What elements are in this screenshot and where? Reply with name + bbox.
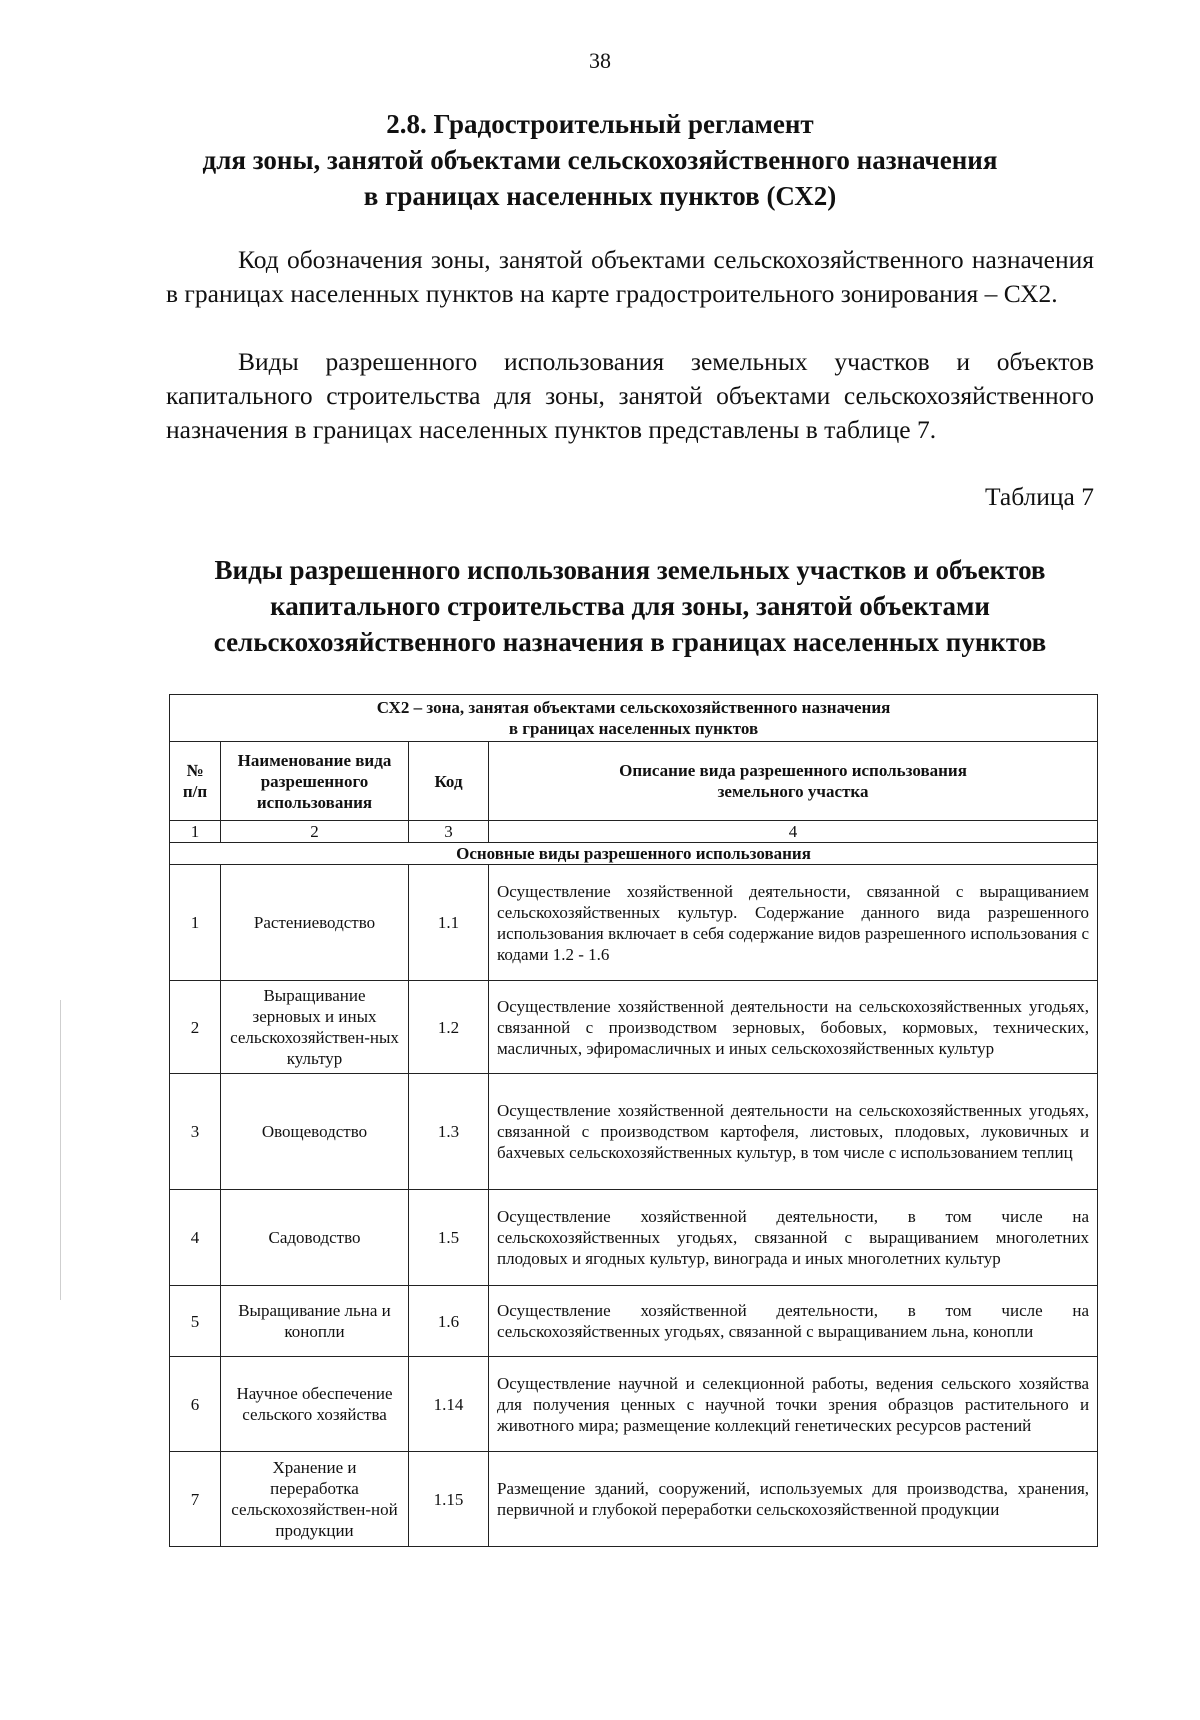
row-code: 1.2 xyxy=(409,981,489,1074)
zone-header-cell xyxy=(170,695,1098,742)
column-number: 1 xyxy=(170,821,221,843)
row-description: Осуществление хозяйственной деятельности на сельскохозяйственных угодьях, связанной с производством картофеля, листовых, плодовых, луковичных и бахчевых сельскохозяйственных культур, в том числе с использованием теплиц xyxy=(489,1074,1098,1190)
paragraph-zone-code: Код обозначения зоны, занятой объектами сельскохозяйственного назначения в границах населенных пунктов на карте градостроительного зонирования – СХ2. xyxy=(166,245,1094,308)
row-code: 1.14 xyxy=(409,1357,489,1452)
row-description: Осуществление хозяйственной деятельности, в том числе на сельскохозяйственных угодьях, связанной с выращиванием многолетних плодовых и ягодных культур, винограда и иных многолетних культур xyxy=(489,1190,1098,1286)
column-header-name: Наименование вида разрешенного использования xyxy=(221,742,409,821)
row-name: Садоводство xyxy=(221,1190,409,1286)
row-code: 1.5 xyxy=(409,1190,489,1286)
row-description: Осуществление хозяйственной деятельности, в том числе на сельскохозяйственных угодьях, связанной с выращиванием льна, конопли xyxy=(489,1286,1098,1357)
row-description: Осуществление хозяйственной деятельности, связанной с выращиванием сельскохозяйственных культур. Содержание данного вида разрешенного использования включает в себя содержание видов разрешенного использования с кодами 1.2 - 1.6 xyxy=(489,865,1098,981)
table-title xyxy=(150,552,1110,660)
section-heading-line-3: в границах населенных пунктов (СХ2) xyxy=(363,181,837,211)
table-title-line-1: Виды разрешенного использования земельных участков и объектов xyxy=(214,555,1046,585)
column-header-row xyxy=(170,742,1098,821)
paragraph-usage-types: Виды разрешенного использования земельных участков и объектов капитального строительства для зоны, занятой объектами сельскохозяйственного назначения в границах населенных пунктов представлены в таблице 7. xyxy=(166,347,1094,444)
column-header-code: Код xyxy=(409,742,489,821)
column-header-description: Описание вида разрешенного использования земельного участка xyxy=(489,742,1098,821)
column-number: 2 xyxy=(221,821,409,843)
row-name: Научное обеспечение сельского хозяйства xyxy=(221,1357,409,1452)
column-number: 3 xyxy=(409,821,489,843)
row-description: Осуществление научной и селекционной работы, ведения сельского хозяйства для получения ценных с научной точки зрения образцов растительного и животного мира; размещение коллекций генетических ресурсов растений xyxy=(489,1357,1098,1452)
row-num: 5 xyxy=(170,1286,221,1357)
page-number: 38 xyxy=(589,48,611,73)
table-label: Таблица 7 xyxy=(984,482,1094,511)
table-row xyxy=(170,981,1098,1074)
row-num: 6 xyxy=(170,1357,221,1452)
table-title-line-3: сельскохозяйственного назначения в границах населенных пунктов xyxy=(213,627,1047,657)
row-num: 2 xyxy=(170,981,221,1074)
row-name: Овощеводство xyxy=(221,1074,409,1190)
row-description: Осуществление хозяйственной деятельности на сельскохозяйственных угодьях, связанной с производством зерновых, бобовых, кормовых, технических, масличных, эфиромасличных и иных сельскохозяйственных культур xyxy=(489,981,1098,1074)
row-name: Выращивание зерновых и иных сельскохозяйствен-ных культур xyxy=(221,981,409,1074)
row-num: 1 xyxy=(170,865,221,981)
row-code: 1.15 xyxy=(409,1452,489,1547)
section-heading-line-1: 2.8. Градостроительный регламент xyxy=(386,109,814,139)
column-number-row xyxy=(170,821,1098,843)
row-name: Хранение и переработка сельскохозяйствен-ной продукции xyxy=(221,1452,409,1547)
row-code: 1.1 xyxy=(409,865,489,981)
section-heading-line-2: для зоны, занятой объектами сельскохозяйственного назначения xyxy=(202,145,998,175)
table-row xyxy=(170,1452,1098,1547)
row-num: 3 xyxy=(170,1074,221,1190)
row-name: Выращивание льна и конопли xyxy=(221,1286,409,1357)
row-description: Размещение зданий, сооружений, используемых для производства, хранения, первичной и глубокой переработки сельскохозяйственной продукции xyxy=(489,1452,1098,1547)
column-number: 4 xyxy=(489,821,1098,843)
zone-header-row xyxy=(170,695,1098,742)
table-row xyxy=(170,1074,1098,1190)
section-heading xyxy=(120,106,1080,214)
row-code: 1.3 xyxy=(409,1074,489,1190)
section-row xyxy=(170,843,1098,865)
column-header-num: № п/п xyxy=(170,742,221,821)
section-title: Основные виды разрешенного использования xyxy=(170,843,1098,865)
table-row xyxy=(170,1357,1098,1452)
zone-header-line-2: в границах населенных пунктов xyxy=(508,719,759,738)
zone-header-line-1: СХ2 – зона, занятая объектами сельскохозяйственного назначения xyxy=(376,698,891,717)
table-row xyxy=(170,865,1098,981)
usage-types-table xyxy=(169,694,1098,1547)
scan-margin-line xyxy=(60,1000,61,1300)
row-num: 4 xyxy=(170,1190,221,1286)
table-row xyxy=(170,1190,1098,1286)
row-code: 1.6 xyxy=(409,1286,489,1357)
row-num: 7 xyxy=(170,1452,221,1547)
table-row xyxy=(170,1286,1098,1357)
row-name: Растениеводство xyxy=(221,865,409,981)
table-title-line-2: капитального строительства для зоны, занятой объектами xyxy=(270,591,990,621)
